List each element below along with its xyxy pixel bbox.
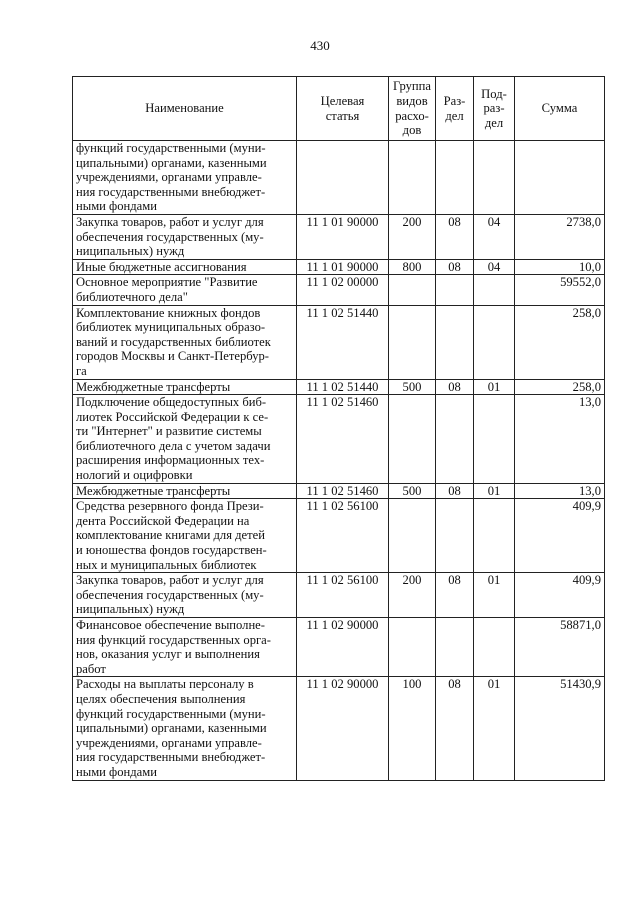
cell-name: Основное мероприятие "Развитие библиотечного дела" (73, 275, 297, 305)
cell-section: 08 (436, 677, 474, 780)
cell-group: 100 (389, 677, 436, 780)
cell-target: 11 1 02 90000 (297, 677, 389, 780)
table-row (73, 305, 605, 379)
cell-name: Средства резервного фонда Прези- дента Российской Федерации на комплектование книгами для детей и юношества фондов государствен- ных и муниципальных библиотек (73, 499, 297, 573)
header-sum: Сумма (515, 77, 605, 141)
table-body (73, 141, 605, 781)
cell-group: 500 (389, 483, 436, 499)
cell-target: 11 1 02 51460 (297, 483, 389, 499)
cell-section (436, 141, 474, 215)
cell-subsection (474, 618, 515, 677)
cell-target: 11 1 01 90000 (297, 259, 389, 275)
cell-name: Межбюджетные трансферты (73, 379, 297, 395)
cell-group: 500 (389, 379, 436, 395)
table-row (73, 677, 605, 780)
cell-group (389, 275, 436, 305)
cell-subsection (474, 499, 515, 573)
cell-section: 08 (436, 573, 474, 618)
cell-section (436, 499, 474, 573)
cell-target: 11 1 02 56100 (297, 573, 389, 618)
table-row (73, 259, 605, 275)
cell-sum: 258,0 (515, 305, 605, 379)
cell-target: 11 1 02 51440 (297, 379, 389, 395)
cell-section: 08 (436, 259, 474, 275)
cell-target: 11 1 02 51460 (297, 395, 389, 484)
cell-section (436, 395, 474, 484)
cell-subsection (474, 275, 515, 305)
table-row (73, 379, 605, 395)
cell-name: Закупка товаров, работ и услуг для обеспечения государственных (му- ниципальных) нужд (73, 573, 297, 618)
cell-group: 200 (389, 214, 436, 259)
header-group: Группа видов расхо- дов (389, 77, 436, 141)
table-row (73, 395, 605, 484)
cell-group (389, 305, 436, 379)
cell-name: Комплектование книжных фондов библиотек муниципальных образо- ваний и государственных библиотек городов Москвы и Санкт-Петербур- га (73, 305, 297, 379)
cell-name: Иные бюджетные ассигнования (73, 259, 297, 275)
cell-subsection (474, 395, 515, 484)
cell-section (436, 618, 474, 677)
table-row (73, 499, 605, 573)
cell-group (389, 499, 436, 573)
cell-subsection: 01 (474, 677, 515, 780)
cell-target (297, 141, 389, 215)
cell-group: 200 (389, 573, 436, 618)
cell-sum: 258,0 (515, 379, 605, 395)
cell-target: 11 1 02 00000 (297, 275, 389, 305)
cell-target: 11 1 02 56100 (297, 499, 389, 573)
page-number: 430 (310, 38, 330, 53)
cell-section: 08 (436, 483, 474, 499)
cell-section (436, 305, 474, 379)
cell-subsection: 01 (474, 483, 515, 499)
cell-name: Финансовое обеспечение выполне- ния функций государственных орга- нов, оказания услуг и выполнения работ (73, 618, 297, 677)
cell-sum: 13,0 (515, 395, 605, 484)
cell-name: функций государственными (муни- ципальными) органами, казенными учреждениями, органами управле- ния государственными внебюджет- ными фондами (73, 141, 297, 215)
cell-sum: 2738,0 (515, 214, 605, 259)
table-header (73, 77, 605, 141)
header-section: Раз- дел (436, 77, 474, 141)
cell-section: 08 (436, 214, 474, 259)
cell-name: Подключение общедоступных биб- лиотек Российской Федерации к се- ти "Интернет" и развитие системы библиотечного дела с учетом задачи расширения информационных тех- нологий и оцифровки (73, 395, 297, 484)
cell-group (389, 141, 436, 215)
cell-subsection (474, 305, 515, 379)
header-target: Целевая статья (297, 77, 389, 141)
cell-sum: 51430,9 (515, 677, 605, 780)
cell-sum: 10,0 (515, 259, 605, 275)
cell-name: Межбюджетные трансферты (73, 483, 297, 499)
table-row (73, 275, 605, 305)
budget-table (72, 76, 605, 781)
cell-sum: 409,9 (515, 573, 605, 618)
cell-sum: 13,0 (515, 483, 605, 499)
cell-target: 11 1 02 90000 (297, 618, 389, 677)
table-row (73, 618, 605, 677)
table-row (73, 141, 605, 215)
cell-name: Закупка товаров, работ и услуг для обеспечения государственных (му- ниципальных) нужд (73, 214, 297, 259)
header-subsection: Под- раз- дел (474, 77, 515, 141)
cell-target: 11 1 02 51440 (297, 305, 389, 379)
table-row (73, 483, 605, 499)
table-row (73, 573, 605, 618)
cell-group (389, 395, 436, 484)
cell-subsection: 01 (474, 379, 515, 395)
cell-section: 08 (436, 379, 474, 395)
cell-group (389, 618, 436, 677)
header-name: Наименование (73, 77, 297, 141)
cell-sum (515, 141, 605, 215)
cell-sum: 59552,0 (515, 275, 605, 305)
cell-subsection: 04 (474, 214, 515, 259)
cell-group: 800 (389, 259, 436, 275)
cell-sum: 409,9 (515, 499, 605, 573)
cell-target: 11 1 01 90000 (297, 214, 389, 259)
cell-section (436, 275, 474, 305)
cell-name: Расходы на выплаты персоналу в целях обеспечения выполнения функций государственными (муни- ципальными) органами, казенными учреждениями, органами управле- ния государственными внебюджет- ными фондами (73, 677, 297, 780)
cell-sum: 58871,0 (515, 618, 605, 677)
cell-subsection: 01 (474, 573, 515, 618)
cell-subsection (474, 141, 515, 215)
cell-subsection: 04 (474, 259, 515, 275)
table-row (73, 214, 605, 259)
